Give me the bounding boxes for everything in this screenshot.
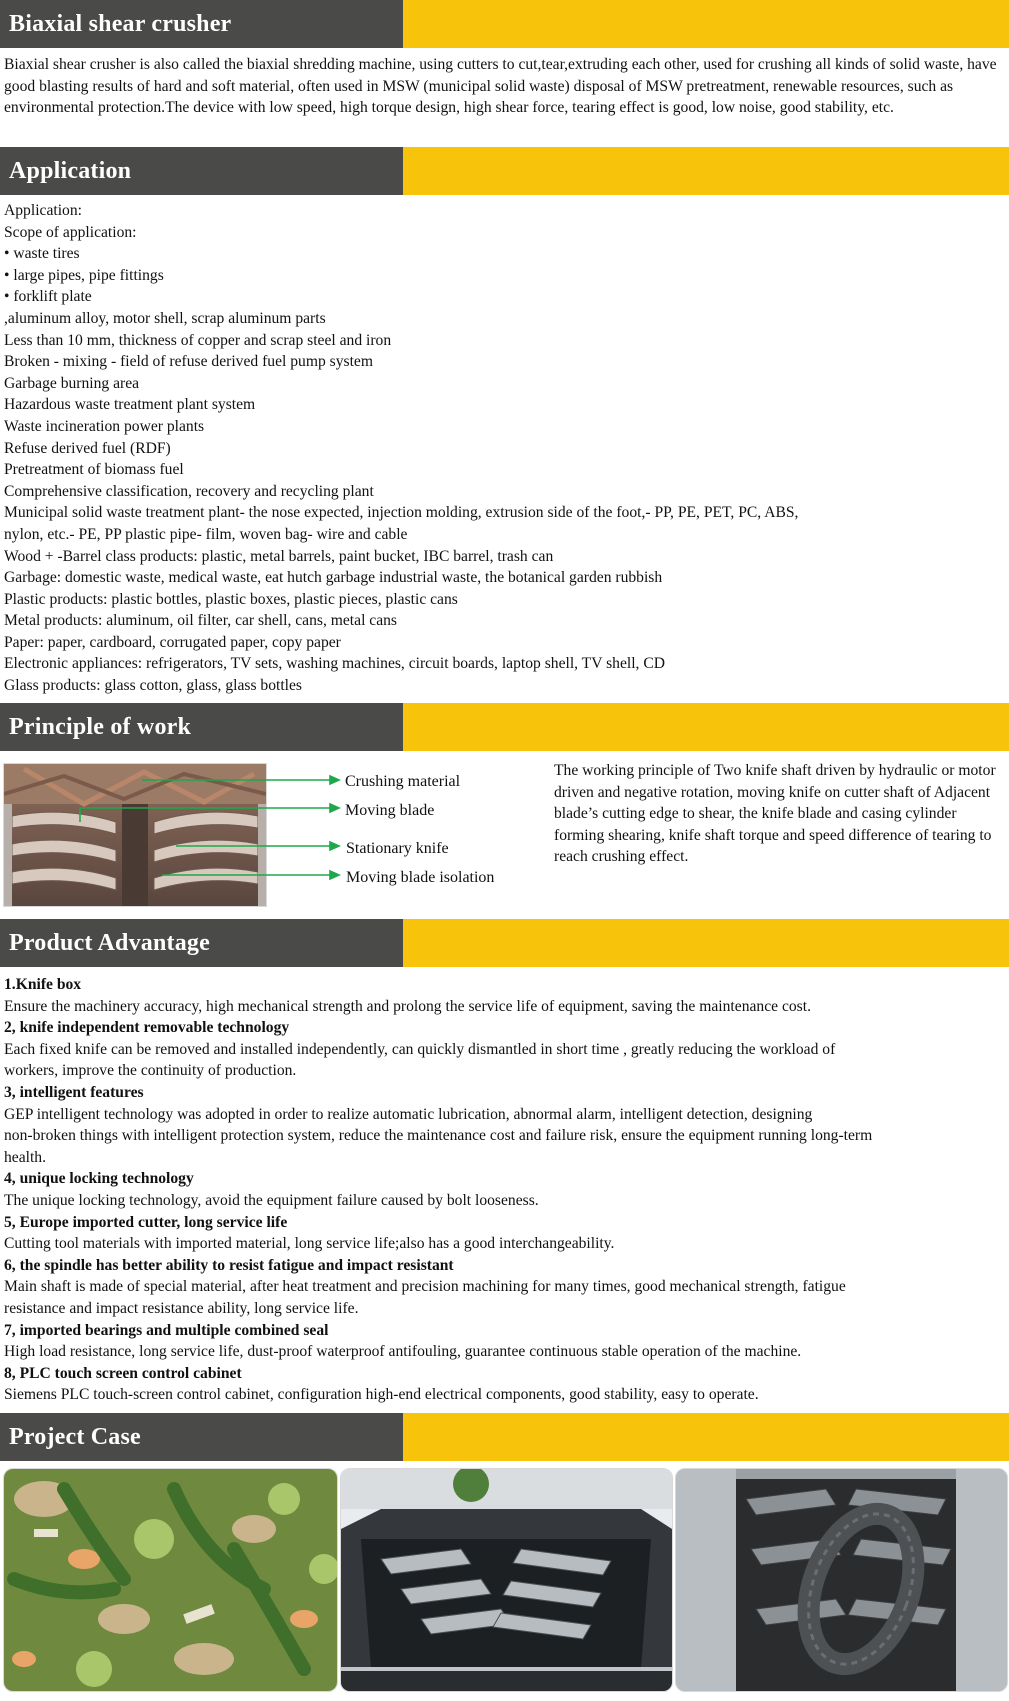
advantage-text: The unique locking technology, avoid the equipment failure caused by bolt looseness. bbox=[4, 1191, 539, 1209]
advantage-text: non-broken things with intelligent protection system, reduce the maintenance cost and failure risk, ensure the equipment running long-term bbox=[4, 1127, 873, 1145]
advantage-heading: 3, intelligent features bbox=[4, 1083, 144, 1101]
vegetable-waste-illustration bbox=[4, 1469, 337, 1691]
label-moving-blade: Moving blade bbox=[345, 802, 435, 819]
application-line: Waste incineration power plants bbox=[4, 417, 205, 435]
advantage-heading: 8, PLC touch screen control cabinet bbox=[4, 1364, 242, 1382]
application-line: Less than 10 mm, thickness of copper and scrap steel and iron bbox=[4, 331, 392, 349]
application-line: • large pipes, pipe fittings bbox=[4, 266, 164, 284]
application-line: ,aluminum alloy, motor shell, scrap aluminum parts bbox=[4, 309, 326, 327]
advantage-text: workers, improve the continuity of production. bbox=[4, 1062, 297, 1080]
advantage-text: Cutting tool materials with imported material, long service life;also has a good interchangeability. bbox=[4, 1235, 615, 1253]
application-line: Electronic appliances: refrigerators, TV sets, washing machines, circuit boards, laptop shell, TV shell, CD bbox=[4, 655, 665, 673]
application-line: Garbage: domestic waste, medical waste, eat hutch garbage industrial waste, the botanical garden rubbish bbox=[4, 569, 663, 587]
advantage-list bbox=[4, 974, 1004, 1406]
label-stationary-knife: Stationary knife bbox=[346, 840, 449, 857]
section-title: Application bbox=[9, 158, 132, 184]
application-line: Pretreatment of biomass fuel bbox=[4, 461, 184, 479]
application-line: • forklift plate bbox=[4, 288, 92, 306]
advantage-heading: 6, the spindle has better ability to resist fatigue and impact resistant bbox=[4, 1256, 454, 1274]
section-title: Product Advantage bbox=[9, 930, 210, 956]
project-header bbox=[0, 1413, 1009, 1461]
advantage-heading: 5, Europe imported cutter, long service life bbox=[4, 1213, 288, 1231]
shredder-machine-illustration bbox=[341, 1469, 672, 1691]
principle-header bbox=[0, 703, 1009, 751]
application-line: Hazardous waste treatment plant system bbox=[4, 396, 256, 414]
advantage-heading: 4, unique locking technology bbox=[4, 1170, 194, 1188]
label-crushing-material: Crushing material bbox=[345, 773, 461, 790]
application-line: Glass products: glass cotton, glass, glass bottles bbox=[4, 677, 302, 695]
application-line: Garbage burning area bbox=[4, 374, 140, 392]
application-line: Metal products: aluminum, oil filter, car shell, cans, metal cans bbox=[4, 612, 398, 630]
tire-shredding-illustration bbox=[676, 1469, 1007, 1691]
application-line: • waste tires bbox=[4, 245, 80, 263]
label-moving-blade-isolation: Moving blade isolation bbox=[346, 869, 495, 886]
advantage-heading: 7, imported bearings and multiple combined seal bbox=[4, 1321, 329, 1339]
advantage-text: Siemens PLC touch-screen control cabinet, configuration high-end electrical components, good stability, easy to operate. bbox=[4, 1386, 759, 1404]
project-photo-tire-shredding bbox=[675, 1468, 1008, 1692]
section-title: Principle of work bbox=[9, 714, 192, 740]
advantage-text: health. bbox=[4, 1148, 46, 1166]
application-line: Broken - mixing - field of refuse derived fuel pump system bbox=[4, 353, 373, 371]
intro-header bbox=[0, 0, 1009, 48]
section-title: Biaxial shear crusher bbox=[9, 11, 232, 37]
advantage-text: Each fixed knife can be removed and installed independently, can quickly dismantled in short time , greatly reducing the workload of bbox=[4, 1040, 836, 1058]
intro-paragraph: Biaxial shear crusher is also called the biaxial shredding machine, using cutters to cut,tear,extruding each other, used for crushing all kinds of solid waste, have good blasting results of hard and soft material, often used in MSW (municipal solid waste) disposal of MSW pretreatment, renewable resources, such as environmental protection.The device with low speed, high torque design, high shear force, tearing effect is good, low noise, good stability, etc. bbox=[4, 56, 997, 117]
application-line: Wood + -Barrel class products: plastic, metal barrels, paint bucket, IBC barrel, trash can bbox=[4, 547, 554, 565]
application-line: Refuse derived fuel (RDF) bbox=[4, 439, 171, 457]
principle-description: The working principle of Two knife shaft driven by hydraulic or motor driven and negative rotation, moving knife on cutter shaft of Adjacent blade’s cutting edge to shear, the knife blade and casing cylinder forming shearing, knife shaft torque and speed difference of tearing to reach crushing effect. bbox=[554, 762, 996, 866]
application-line: Comprehensive classification, recovery and recycling plant bbox=[4, 482, 374, 500]
project-photo-vegetable-waste bbox=[3, 1468, 338, 1692]
project-photo-shredder-machine bbox=[340, 1468, 673, 1692]
application-line: Scope of application: bbox=[4, 223, 137, 241]
advantage-text: Main shaft is made of special material, after heat treatment and precision machining for many times, good mechanical strength, fatigue bbox=[4, 1278, 846, 1296]
application-line: Municipal solid waste treatment plant- the nose expected, injection molding, extrusion side of the foot,- PP, PE, PET, PC, ABS, bbox=[4, 504, 799, 522]
advantage-text: Ensure the machinery accuracy, high mechanical strength and prolong the service life of equipment, saving the maintenance cost. bbox=[4, 997, 811, 1015]
advantage-text: GEP intelligent technology was adopted in order to realize automatic lubrication, abnormal alarm, intelligent detection, designing bbox=[4, 1105, 813, 1123]
advantage-heading: 2, knife independent removable technology bbox=[4, 1019, 290, 1037]
advantage-text: resistance and impact resistance ability, long service life. bbox=[4, 1299, 359, 1317]
advantage-header bbox=[0, 919, 1009, 967]
application-line: Paper: paper, cardboard, corrugated paper, copy paper bbox=[4, 633, 341, 651]
application-list bbox=[4, 200, 1004, 697]
advantage-text: High load resistance, long service life, dust-proof waterproof antifouling, guarantee continuous stable operation of the machine. bbox=[4, 1343, 802, 1361]
application-line: Application: bbox=[4, 202, 82, 219]
section-title: Project Case bbox=[9, 1424, 141, 1450]
application-header bbox=[0, 147, 1009, 195]
advantage-heading: 1.Knife box bbox=[4, 976, 82, 993]
application-line: Plastic products: plastic bottles, plastic boxes, plastic pieces, plastic cans bbox=[4, 590, 458, 608]
application-line: nylon, etc.- PE, PP plastic pipe- film, woven bag- wire and cable bbox=[4, 525, 408, 543]
